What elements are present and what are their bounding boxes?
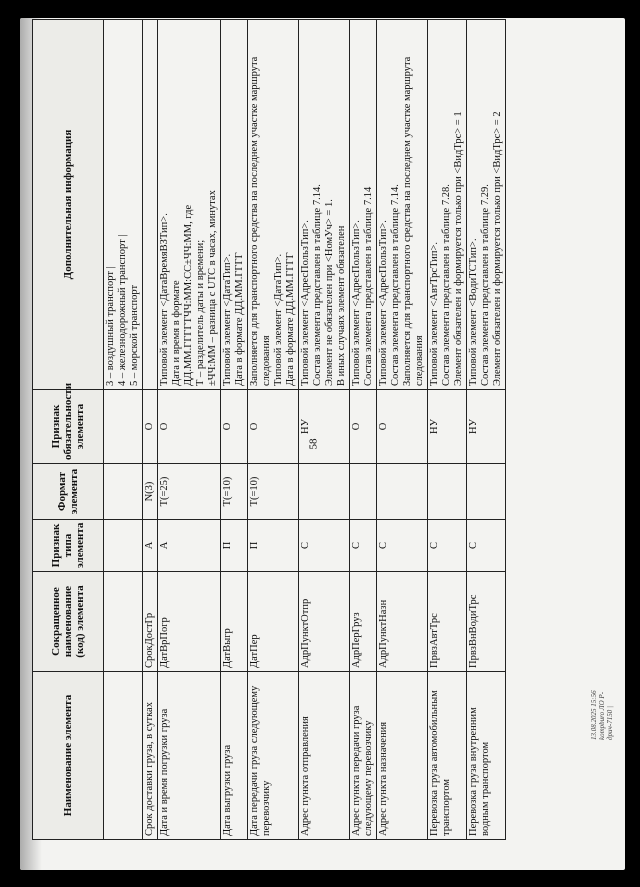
cell-info [350, 20, 377, 390]
cell-type: С [299, 520, 350, 572]
cell-format: T(=25) [158, 464, 221, 520]
cell-info [158, 20, 221, 390]
cell-code: АдрПунктОтпр [299, 572, 350, 672]
cell-required: О [350, 390, 377, 464]
rotated-table-container [32, 20, 592, 840]
info-line: Типовой элемент <АдресПользТип>. [351, 220, 362, 386]
cell-name: Перевозка груза автомобильным транспортом [428, 672, 467, 840]
info-line: Дата в формате ДД.ММ.ГГГГ [234, 252, 245, 386]
cell-type: А [143, 520, 158, 572]
cell-info [143, 20, 158, 390]
cell-code: ПрвзВнВодиТрс [467, 572, 506, 672]
info-line: 3 – воздушный транспорт | [105, 266, 116, 386]
info-line: Типовой элемент <АвтТрсТип>. [429, 241, 440, 386]
info-line: Элемент обязателен и формируется только при <ВидТрс> = 1 [453, 111, 464, 386]
cell-info [248, 20, 299, 390]
cell-type: С [350, 520, 377, 572]
cell-required: О [377, 390, 428, 464]
info-line: Дата и время в формате [171, 280, 182, 386]
cell-name: Дата и время погрузки груза [158, 672, 221, 840]
cell-info [221, 20, 248, 390]
cell-name [104, 672, 143, 840]
cell-name: Срок доставки груза, в сутках [143, 672, 158, 840]
cell-code: АдрПерГруз [350, 572, 377, 672]
cell-type: А [158, 520, 221, 572]
cell-code: ПрвзАвтТрс [428, 572, 467, 672]
cell-format: N(3) [143, 464, 158, 520]
header-info: Дополнительная информация [33, 20, 104, 390]
info-line: Типовой элемент <ВодиТСТип>. [468, 238, 479, 386]
cell-format: T(=10) [248, 464, 299, 520]
table-row [377, 20, 428, 840]
stamp-author: kompburo ЛО Р-дрич-7150 | [598, 691, 614, 740]
cell-required: НУ [299, 390, 350, 464]
cell-type [104, 520, 143, 572]
cell-code [104, 572, 143, 672]
info-line: Типовой элемент <ДатаВремяВЗТип>. [159, 213, 170, 386]
cell-format [350, 464, 377, 520]
header-code: Сокращенное наименование (код) элемента [33, 572, 104, 672]
info-line: Дата в формате ДД.ММ.ГГГГ [285, 252, 296, 386]
info-line: Состав элемента представлен в таблице 7.14. [390, 184, 401, 386]
info-line: Состав элемента представлен в таблице 7.29. [480, 184, 491, 386]
cell-type: П [248, 520, 299, 572]
info-line: Типовой элемент <ДатаТип>. [222, 253, 233, 386]
cell-name: Дата передачи груза следующему перевозчику [248, 672, 299, 840]
info-line: 5 – морской транспорт [129, 284, 140, 386]
cell-type: П [221, 520, 248, 572]
cell-name: Адрес пункта назначения [377, 672, 428, 840]
info-line: Состав элемента представлен в таблице 7.14. [312, 184, 323, 386]
info-line: В иных случаях элемент обязателен [336, 225, 347, 386]
cell-format [467, 464, 506, 520]
info-line: Заполняется для транспортного средства на последнем участке маршрута следования [402, 56, 425, 386]
page-number: 58 [307, 438, 320, 450]
table-body [104, 20, 506, 840]
header-name: Наименование элемента [33, 672, 104, 840]
cell-required: О [248, 390, 299, 464]
info-line: Типовой элемент <ДатаТип>. [273, 253, 284, 386]
table-row [248, 20, 299, 840]
info-line: Типовой элемент <АдресПользТип>. [300, 220, 311, 386]
cell-info [377, 20, 428, 390]
cell-format [377, 464, 428, 520]
cell-required: О [158, 390, 221, 464]
table-row [350, 20, 377, 840]
table-row [299, 20, 350, 840]
cell-type: С [428, 520, 467, 572]
info-line: Элемент не обязателен при <НомУч> = 1. [324, 199, 335, 386]
table-row [221, 20, 248, 840]
cell-code: ДатВыгр [221, 572, 248, 672]
cell-info [299, 20, 350, 390]
cell-required: НУ [467, 390, 506, 464]
cell-format: T(=10) [221, 464, 248, 520]
cell-name: Адрес пункта отправления [299, 672, 350, 840]
info-line: ±ЧЧ:ММ – разница с UTC в часах, минутах [207, 190, 218, 386]
info-line: Типовой элемент <АдресПользТип>. [378, 220, 389, 386]
info-line: Заполняется для транспортного средства на последнем участке маршрута следования [249, 56, 272, 386]
info-line: Элемент обязателен и формируется только при <ВидТрс> = 2 [492, 111, 503, 386]
cell-format [428, 464, 467, 520]
cell-required: О [143, 390, 158, 464]
cell-code: АдрПунктНазн [377, 572, 428, 672]
cell-info [104, 20, 143, 390]
table-row [158, 20, 221, 840]
cell-required: НУ [428, 390, 467, 464]
cell-name: Дата выгрузки груза [221, 672, 248, 840]
cell-format [104, 464, 143, 520]
header-type: Признак типа элемента [33, 520, 104, 572]
cell-type: С [377, 520, 428, 572]
cell-required: О [221, 390, 248, 464]
cell-code: СрокДостГр [143, 572, 158, 672]
header-format: Формат элемента [33, 464, 104, 520]
element-table [32, 19, 506, 840]
cell-format [299, 464, 350, 520]
info-line: ДД.ММ.ГГГГТЧЧ:ММ:СС±ЧЧ:ММ, где [183, 204, 194, 386]
cell-info [428, 20, 467, 390]
cell-name: Перевозка груза внутренним водным транспортом [467, 672, 506, 840]
info-line: 4 – железнодорожный транспорт | [117, 234, 128, 386]
header-required: Признак обязательности элемента [33, 390, 104, 464]
table-row [143, 20, 158, 840]
table-header-row [33, 20, 104, 840]
cell-type: С [467, 520, 506, 572]
cell-name: Адрес пункта передачи груза следующему перевозчику [350, 672, 377, 840]
stamp-datetime: 13.08.2025 15:56 [590, 690, 598, 740]
info-line: Состав элемента представлен в таблице 7.28. [441, 184, 452, 386]
cell-code: ДатВрПогр [158, 572, 221, 672]
table-row [467, 20, 506, 840]
info-line: Состав элемента представлен в таблице 7.14 [363, 186, 374, 386]
cell-info [467, 20, 506, 390]
info-line: Т – разделитель даты и времени; [195, 239, 206, 386]
print-stamp [590, 690, 614, 740]
table-row [104, 20, 143, 840]
cell-code: ДатПер [248, 572, 299, 672]
table-row [428, 20, 467, 840]
cell-required [104, 390, 143, 464]
